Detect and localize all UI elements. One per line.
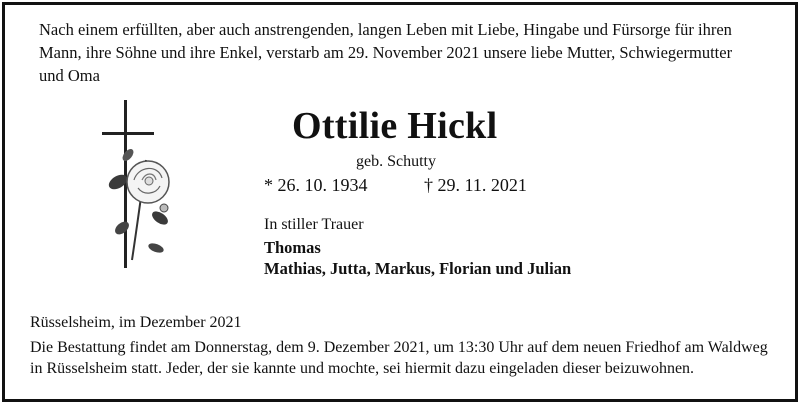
intro-line-2: Mann, ihre Söhne und ihre Enkel, verstarb am 29. November 2021 unsere liebe Mutter, Schwiegermutter bbox=[39, 43, 733, 62]
place-date: Rüsselsheim, im Dezember 2021 bbox=[30, 314, 242, 331]
funeral-line-1: Die Bestattung findet am Donnerstag, dem 9. Dezember 2021, um 13:30 Uhr auf dem neuen Friedhof am Waldweg bbox=[30, 339, 768, 356]
funeral-line-2: in Rüsselsheim statt. Jeder, der sie kannte und mochte, sei hiermit dazu eingeladen dieser beizuwohnen. bbox=[30, 360, 695, 377]
maiden-name: geb. Schutty bbox=[356, 153, 436, 170]
mourning-phrase: In stiller Trauer bbox=[264, 216, 364, 233]
intro-line-3: und Oma bbox=[39, 66, 100, 85]
intro-text bbox=[39, 18, 779, 87]
funeral-info bbox=[30, 337, 790, 379]
mourners-line-1: Thomas bbox=[264, 238, 321, 257]
deceased-name: Ottilie Hickl bbox=[292, 105, 498, 147]
mourners-line-2: Mathias, Jutta, Markus, Florian und Julian bbox=[264, 259, 572, 278]
death-date: † 29. 11. 2021 bbox=[424, 175, 527, 195]
cross-with-rose-icon bbox=[98, 100, 188, 270]
intro-line-1: Nach einem erfüllten, aber auch anstrengenden, langen Leben mit Liebe, Hingabe und Fürsorge für ihren bbox=[39, 20, 732, 39]
birth-date: * 26. 10. 1934 bbox=[264, 175, 368, 195]
